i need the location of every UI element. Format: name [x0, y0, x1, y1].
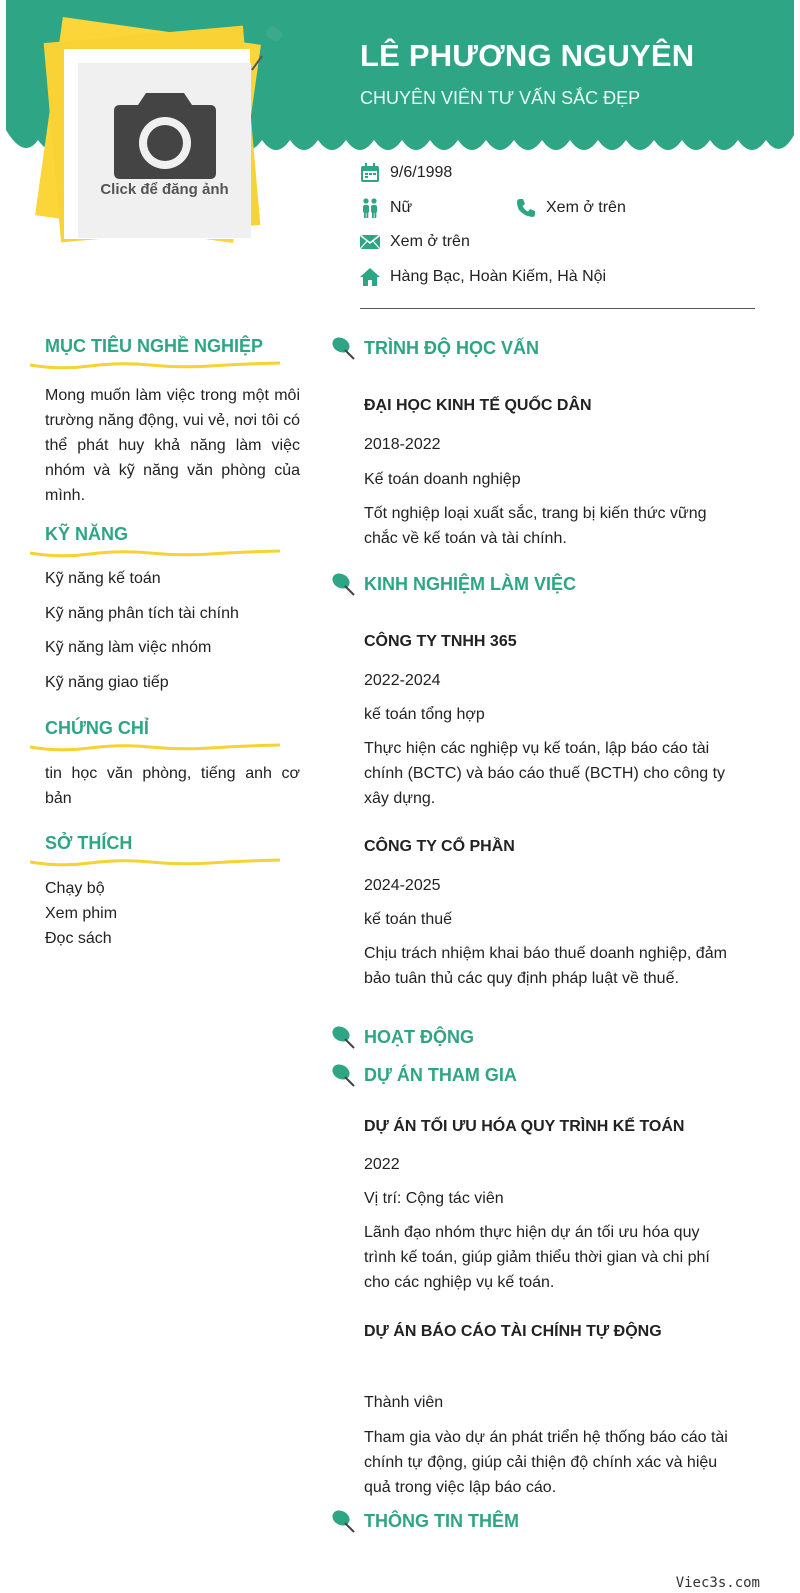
job-description: Chịu trách nhiệm khai báo thuế doanh nghiệp, đảm bảo tuân thủ các quy định pháp luật về thuế. — [364, 945, 727, 987]
gender-text: Nữ — [390, 199, 413, 216]
education-description: Tốt nghiệp loại xuất sắc, trang bị kiến thức vững chắc về kế toán và tài chính. — [364, 505, 707, 547]
hobby-item: Đọc sách — [45, 930, 112, 947]
objective-text: Mong muốn làm việc trong một môi trường năng động, vui vẻ, nơi tôi có thể phát huy khả năng làm việc nhóm và kỹ năng văn phòng của mình. — [45, 387, 300, 504]
hobby-item: Chạy bộ — [45, 880, 105, 897]
pushpin-icon — [330, 1508, 356, 1534]
skill-item: Kỹ năng giao tiếp — [45, 674, 169, 691]
certificates-text: tin học văn phòng, tiếng anh cơ bản — [45, 765, 300, 807]
objective-title: MỤC TIÊU NGHỀ NGHIỆP — [45, 336, 264, 356]
people-icon — [360, 198, 380, 218]
yellow-wave-divider — [30, 359, 280, 371]
watermark: Viec3s.com — [675, 1575, 760, 1591]
skill-item: Kỹ năng làm việc nhóm — [45, 639, 212, 656]
job-period: 2022-2024 — [364, 672, 441, 689]
activities-title: HOẠT ĐỘNG — [364, 1026, 474, 1047]
birthday-text: 9/6/1998 — [390, 164, 453, 181]
contact-divider — [360, 308, 755, 309]
skill-item: Kỹ năng kế toán — [45, 570, 161, 587]
hobbies-title: SỞ THÍCH — [45, 833, 133, 853]
hobby-item: Xem phim — [45, 905, 118, 922]
project-role: Vị trí: Cộng tác viên — [364, 1190, 504, 1207]
contact-birthday — [360, 163, 452, 183]
photo-caption: Click để đăng ảnh — [100, 181, 229, 198]
job-title: CHUYÊN VIÊN TƯ VẤN SẮC ĐẸP — [360, 88, 641, 108]
skills-section — [30, 524, 300, 691]
contact-phone — [516, 198, 626, 218]
education-major: Kế toán doanh nghiệp — [364, 471, 521, 488]
calendar-icon — [360, 163, 380, 183]
job-company: CÔNG TY TNHH 365 — [364, 633, 517, 650]
job-company: CÔNG TY CỔ PHẦN — [364, 838, 515, 855]
skills-title: KỸ NĂNG — [45, 524, 129, 544]
pushpin-icon — [330, 571, 356, 597]
photo-upload-button[interactable] — [78, 63, 251, 238]
contact-address — [360, 267, 606, 287]
project-role: Thành viên — [364, 1394, 444, 1411]
yellow-wave-divider — [30, 856, 280, 868]
projects-header — [330, 1062, 517, 1088]
experience-header — [330, 571, 576, 597]
projects-title: DỰ ÁN THAM GIA — [364, 1064, 517, 1085]
job-period: 2024-2025 — [364, 877, 441, 894]
project-year: 2022 — [364, 1156, 400, 1173]
project-description: Lãnh đạo nhóm thực hiện dự án tối ưu hóa quy trình kế toán, giúp giảm thiểu thời gian và chi phí cho các nghiệp vụ kế toán. — [364, 1224, 710, 1291]
education-period: 2018-2022 — [364, 436, 441, 453]
pushpin-icon — [330, 335, 356, 361]
pushpin-icon — [330, 1024, 356, 1050]
hobbies-section — [30, 833, 300, 951]
home-icon — [360, 267, 380, 287]
education-header — [330, 335, 539, 361]
yellow-wave-divider — [30, 741, 280, 753]
certificates-title: CHỨNG CHỈ — [45, 718, 149, 738]
pushpin-icon — [330, 1062, 356, 1088]
education-title: TRÌNH ĐỘ HỌC VẤN — [364, 337, 539, 358]
candidate-name: LÊ PHƯƠNG NGUYÊN — [360, 38, 695, 73]
objective-section — [30, 336, 300, 508]
phone-icon — [516, 198, 536, 218]
education-school: ĐẠI HỌC KINH TẾ QUỐC DÂN — [364, 397, 592, 414]
job-description: Thực hiện các nghiệp vụ kế toán, lập báo cáo tài chính (BCTC) và báo cáo thuế (BCTH) cho công ty xây dựng. — [364, 740, 726, 807]
skill-item: Kỹ năng phân tích tài chính — [45, 605, 239, 622]
contact-gender — [360, 198, 412, 218]
activities-header — [330, 1024, 474, 1050]
experience-title: KINH NGHIỆM LÀM VIỆC — [364, 573, 577, 594]
certificates-section — [30, 718, 300, 811]
yellow-wave-divider — [30, 547, 280, 559]
email-text: Xem ở trên — [390, 233, 470, 250]
job-position: kế toán tổng hợp — [364, 706, 485, 723]
job-position: kế toán thuế — [364, 911, 453, 928]
envelope-icon — [360, 232, 380, 252]
project-name: DỰ ÁN BÁO CÁO TÀI CHÍNH TỰ ĐỘNG — [364, 1323, 662, 1340]
contact-email — [360, 232, 470, 252]
phone-text: Xem ở trên — [546, 199, 626, 216]
project-name: DỰ ÁN TỐI ƯU HÓA QUY TRÌNH KẾ TOÁN — [364, 1118, 685, 1135]
extra-header — [330, 1508, 519, 1534]
pushpin-icon — [248, 26, 288, 72]
address-text: Hàng Bạc, Hoàn Kiếm, Hà Nội — [390, 268, 607, 285]
extra-title: THÔNG TIN THÊM — [364, 1510, 519, 1531]
camera-icon — [112, 89, 218, 181]
project-description: Tham gia vào dự án phát triển hệ thống báo cáo tài chính tự động, giúp cải thiện độ chính xác và hiệu quả trong việc lập báo cáo. — [364, 1429, 728, 1496]
